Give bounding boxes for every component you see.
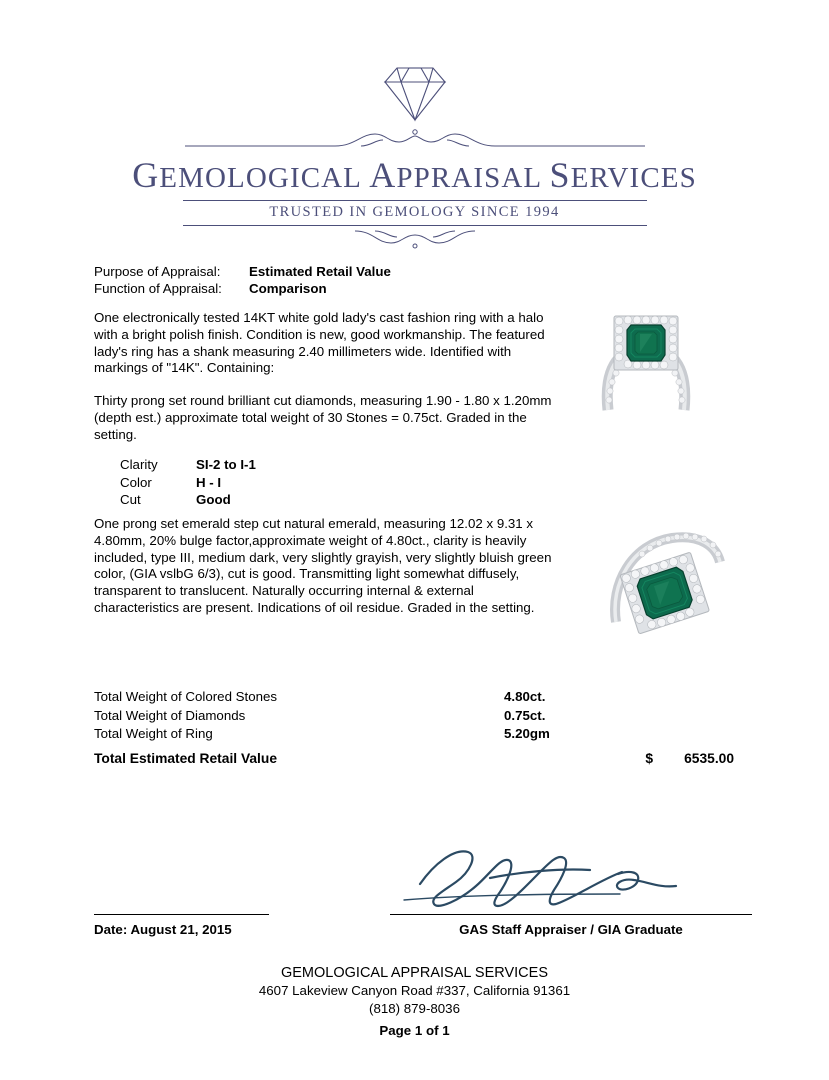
- total-label: Total Weight of Diamonds: [94, 707, 246, 723]
- spec-value: SI-2 to I-1: [196, 457, 256, 472]
- company-name-text: GEMOLOGICAL APPRAISAL SERVICES: [132, 155, 697, 195]
- spec-name: Cut: [120, 492, 141, 507]
- company-name: [0, 154, 829, 196]
- footer-address: 4607 Lakeview Canyon Road #337, California 91361: [258, 983, 571, 998]
- spec-value: Good: [196, 492, 231, 507]
- header-divider-bottom: [183, 225, 647, 226]
- purpose-value: Estimated Retail Value: [249, 264, 391, 279]
- ring-photo-angled: [580, 518, 750, 648]
- appraiser-caption: GAS Staff Appraiser / GIA Graduate: [459, 922, 683, 937]
- function-label: Function of Appraisal:: [94, 280, 222, 296]
- total-value: 0.75ct.: [504, 707, 546, 723]
- table-row: [94, 725, 734, 744]
- totals-table: [94, 688, 734, 744]
- spec-name: Clarity: [120, 457, 158, 472]
- date-line: [94, 914, 269, 915]
- spec-value: H - I: [196, 474, 222, 490]
- total-value: 4.80ct.: [504, 689, 546, 704]
- purpose-row: [94, 264, 391, 281]
- diamond-icon: [367, 62, 463, 124]
- total-label: Total Weight of Ring: [94, 726, 213, 741]
- table-row: [94, 688, 734, 707]
- spec-name: Color: [120, 474, 152, 490]
- function-row: [94, 281, 391, 298]
- diamond-specs-table: [120, 456, 256, 509]
- footer-page-number: Page 1 of 1: [379, 1023, 450, 1038]
- ornament-top-icon: [185, 126, 645, 152]
- company-tagline: TRUSTED IN GEMOLOGY SINCE 1994: [269, 204, 560, 220]
- document-footer: [0, 964, 829, 1040]
- description-diamonds: Thirty prong set round brilliant cut diamonds, measuring 1.90 - 1.80 x 1.20mm (depth est.) approximate total weight of 30 Stones = 0.75ct. Graded in the setting.: [94, 393, 552, 442]
- description-intro: One electronically tested 14KT white gold lady's cast fashion ring with a halo with a bright polish finish. Condition is new, good workmanship. The featured lady's ring has a shank measuring 2.40 millimeters wide. Identified with markings of "14K". Containing:: [94, 310, 545, 376]
- total-value: 5.20gm: [504, 726, 550, 741]
- function-value: Comparison: [249, 280, 327, 296]
- purpose-label: Purpose of Appraisal:: [94, 264, 221, 279]
- signature-line: [390, 914, 752, 915]
- total-label: Total Weight of Colored Stones: [94, 689, 278, 704]
- grand-total-currency: $: [645, 751, 654, 766]
- footer-company: GEMOLOGICAL APPRAISAL SERVICES: [280, 965, 548, 981]
- table-row: [94, 707, 734, 726]
- document-header: [0, 62, 829, 249]
- table-row: [120, 456, 256, 474]
- description-emerald: One prong set emerald step cut natural emerald, measuring 12.02 x 9.31 x 4.80mm, 20% bulge factor,approximate weight of 4.80ct., clarity is heavily included, type III, medium dark, very slightly grayish, very slightly bluish green color, (GIA vslbG 6/3), cut is good. Transmitting light somewhat diffusely, transparent to translucent. Naturally occurring internal & external characteristics are present. Indications of oil residue. Graded in the setting.: [94, 516, 552, 615]
- signature-image: [390, 838, 720, 918]
- appraisal-date: Date: August 21, 2015: [94, 922, 232, 937]
- header-divider-top: [183, 200, 647, 201]
- table-row: [120, 491, 256, 509]
- ornament-bottom-icon: [315, 227, 515, 249]
- grand-total-row: [94, 751, 734, 766]
- appraisal-meta: [94, 264, 391, 298]
- grand-total-label: Total Estimated Retail Value: [94, 751, 277, 766]
- grand-total-amount: 6535.00: [684, 751, 734, 766]
- ring-photo-front: [558, 292, 733, 412]
- table-row: [120, 474, 256, 492]
- footer-phone: (818) 879-8036: [369, 1001, 460, 1016]
